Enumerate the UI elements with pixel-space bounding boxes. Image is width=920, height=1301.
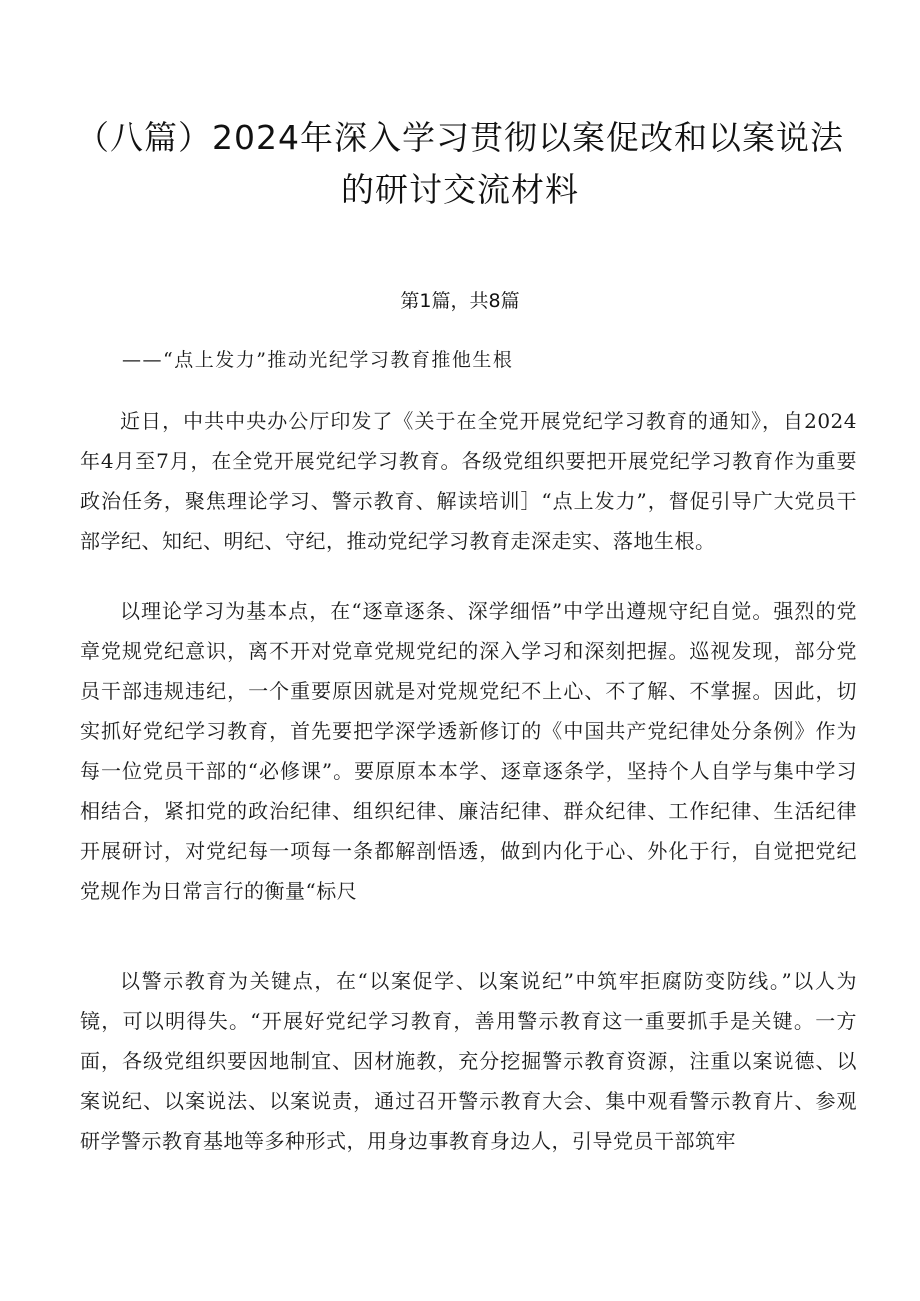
subtitle: ——“点上发力”推动光纪学习教育推他生根 — [122, 349, 514, 371]
document-title: （八篇）2024年深入学习贯彻以案促改和以案说法的研讨交流材料 — [76, 118, 844, 209]
paragraph-3: 以警示教育为关键点，在“以案促学、以案说纪”中筑牢拒腐防变防线。”以人为镜，可以明得失。“开展好党纪学习教育，善用警示教育这一重要抓手是关键。一方面，各级党组织要因地制宜、因材施教，充分挖掘警示教育资源，注重以案说德、以案说纪、以案说法、以案说责，通过召开警示教育大会、集中观看警示教育片、参观研学警示教育基地等多种形式，用身边事教育身边人，引导党员干部筑牢 — [80, 969, 857, 1153]
paragraph-2: 以理论学习为基本点，在“逐章逐条、深学细悟”中学出遵规守纪自觉。强烈的党章党规党纪意识，离不开对党章党规党纪的深入学习和深刻把握。巡视发现，部分党员干部违规违纪，一个重要原因就是对党规党纪不上心、不了解、不掌握。因此，切实抓好党纪学习教育，首先要把学深学透新修订的《中国共产党纪律处分条例》作为每一位党员干部的“必修课”。要原原本本学、逐章逐条学，坚持个人自学与集中学习相结合，紧扣党的政治纪律、组织纪律、廉洁纪律、群众纪律、工作纪律、生活纪律开展研讨，对党纪每一项每一条都解剖悟透，做到内化于心、外化于行，自觉把党纪党规作为日常言行的衡量“标尺 — [80, 599, 857, 903]
chapter-label: 第1篇，共8篇 — [400, 290, 520, 312]
paragraph-1: 近日，中共中央办公厅印发了《关于在全党开展党纪学习教育的通知》，自2024年4月至7月，在全党开展党纪学习教育。各级党组织要把开展党纪学习教育作为重要政治任务，聚焦理论学习、警示教育、解读培训］“点上发力”，督促引导广大党员干部学纪、知纪、明纪、守纪，推动党纪学习教育走深走实、落地生根。 — [80, 409, 857, 553]
